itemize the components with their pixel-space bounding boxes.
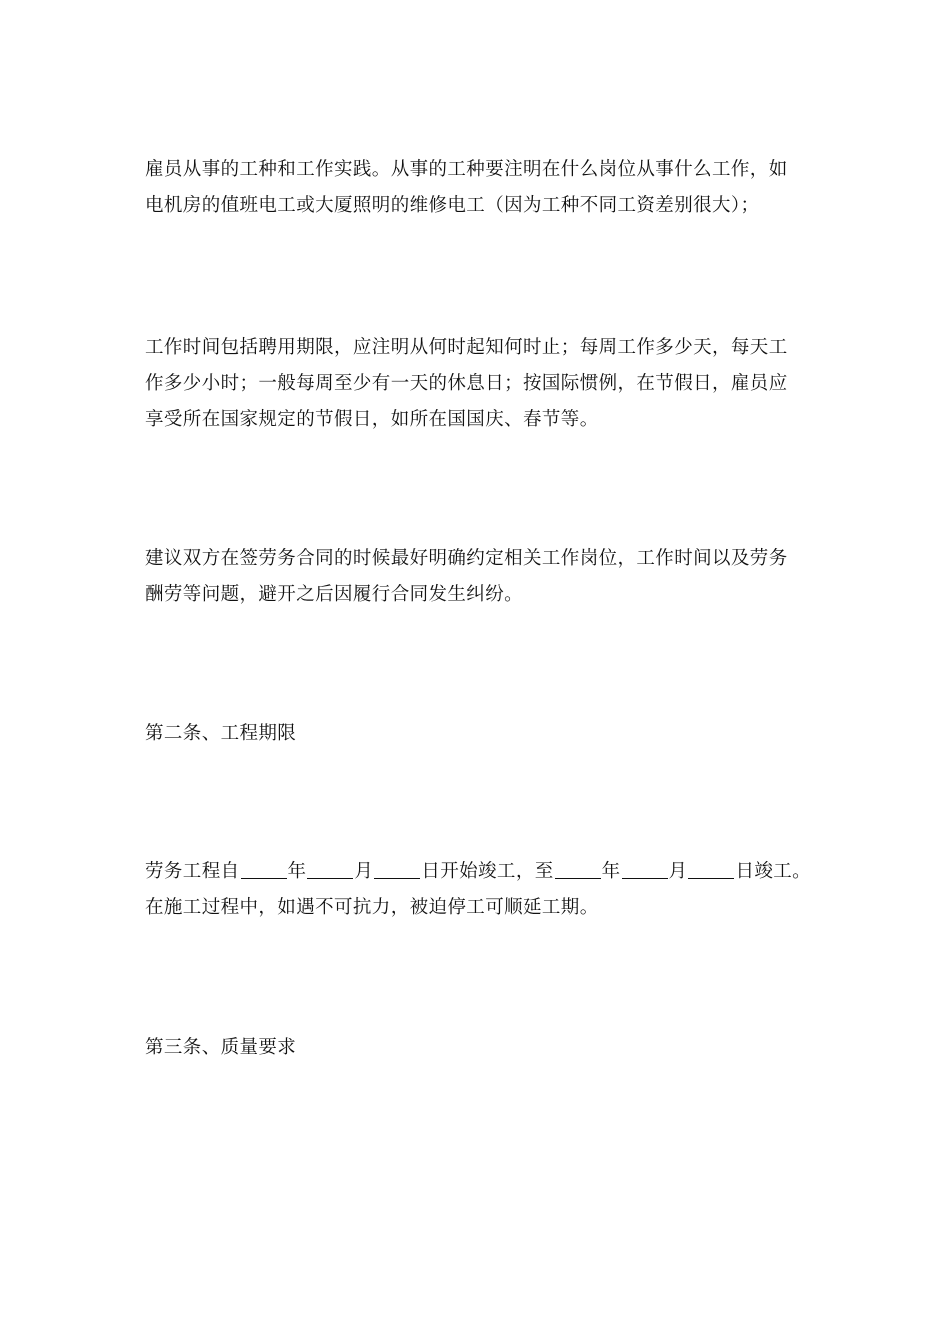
paragraph-line: 在施工过程中，如遇不可抗力，被迫停工可顺延工期。 [145, 897, 599, 918]
section-heading-project-period: 第二条、工程期限 [145, 723, 297, 744]
paragraph-line: 雇员从事的工种和工作实践。从事的工种要注明在什么岗位从事什么工作，如 [145, 159, 788, 180]
paragraph-project-period [145, 854, 810, 926]
paragraph-advice [145, 541, 810, 613]
text-segment: 日开始竣工，至 [421, 861, 554, 882]
paragraph-line: 享受所在国家规定的节假日，如所在国国庆、春节等。 [145, 409, 599, 430]
paragraph-line: 建议双方在签劳务合同的时候最好明确约定相关工作岗位，工作时间以及劳务 [145, 548, 788, 569]
text-segment: 年 [601, 861, 621, 882]
section-heading-quality: 第三条、质量要求 [145, 1037, 297, 1058]
text-segment: 月 [354, 861, 374, 882]
text-segment: 日竣工。 [735, 861, 812, 882]
blank-field-start-year[interactable] [241, 858, 287, 879]
text-segment: 月 [668, 861, 688, 882]
blank-field-start-day[interactable] [374, 858, 420, 879]
paragraph-line: 酬劳等问题，避开之后因履行合同发生纠纷。 [145, 584, 524, 605]
paragraph-line: 电机房的值班电工或大厦照明的维修电工（因为工种不同工资差别很大）； [145, 195, 760, 216]
paragraph-line-with-blanks [145, 854, 810, 890]
paragraph-job-type [145, 152, 810, 224]
paragraph-work-time [145, 330, 810, 438]
text-segment: 劳务工程自 [145, 861, 240, 882]
blank-field-end-month[interactable] [622, 858, 668, 879]
blank-field-start-month[interactable] [307, 858, 353, 879]
blank-field-end-year[interactable] [555, 858, 601, 879]
text-segment: 年 [287, 861, 307, 882]
blank-field-end-day[interactable] [688, 858, 734, 879]
paragraph-line: 作多少小时；一般每周至少有一天的休息日；按国际惯例，在节假日，雇员应 [145, 373, 788, 394]
paragraph-line: 工作时间包括聘用期限，应注明从何时起知何时止；每周工作多少天，每天工 [145, 337, 788, 358]
